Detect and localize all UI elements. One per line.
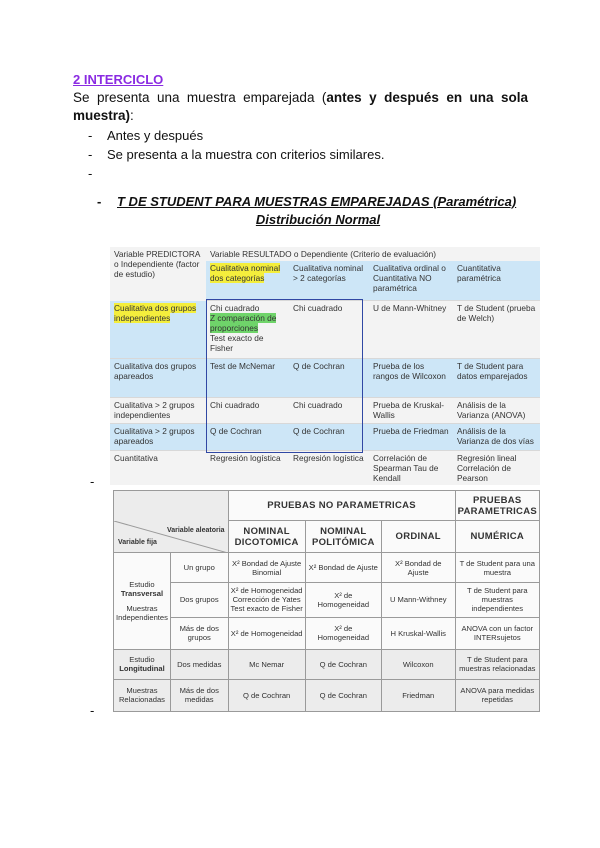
t2-col-header: ORDINAL [381,521,455,553]
t1-cell: Regresión logística [289,451,369,485]
table-row: Más de dos grupos [170,617,228,649]
t1-header-c5: Cuantitativa paramétrica [453,261,540,300]
t1-cell: Chi cuadrado [206,397,289,424]
stray-dash: - [90,703,95,718]
t2-col-header: NUMÉRICA [455,521,539,553]
t1-cell: T de Student para datos emparejados [453,359,540,397]
t1-cell: Chi cuadrado [289,397,369,424]
table-row: Un grupo [170,553,228,583]
heading-line-1: T DE STUDENT PARA MUESTRAS EMPAREJADAS (Paramétrica) [117,194,517,209]
t2-cell: X² Bondad de Ajuste [381,553,455,583]
table-row: Cualitativa > 2 grupos independientes [110,397,206,424]
intro-prefix: Se presenta una muestra emparejada ( [73,90,327,105]
intro-suffix: : [130,108,134,123]
t2-group-nonparametric: PRUEBAS NO PARAMETRICAS [228,491,455,521]
t1-header-top: Variable RESULTADO o Dependiente (Criterio de evaluación) [206,247,540,261]
t2-cell: X² Bondad de Ajuste [305,553,381,583]
t1-cell: Correlación de Spearman Tau de Kendall [369,451,453,485]
t2-cell: Wilcoxon [381,649,455,679]
intro-paragraph [73,89,528,125]
t1-cell: Prueba de los rangos de Wilcoxon [369,359,453,397]
t2-cell: T de Student para muestras independientes [455,583,539,617]
t2-cell: X² Bondad de Ajuste Binomial [228,553,305,583]
t1-cell: Q de Cochran [289,424,369,451]
statistical-tests-table-2 [113,490,540,712]
t2-cell: Friedman [381,679,455,711]
t1-cell: Q de Cochran [289,359,369,397]
list-item: - [88,166,93,181]
t1-cell: Chi cuadrado Z comparación de proporciones Test exacto de Fisher [206,301,289,359]
t2-group-longitudinal: Estudio Longitudinal [114,649,171,679]
t2-cell: X² de Homogeneidad [305,617,381,649]
list-item: - Se presenta a la muestra con criterios similares. [88,147,385,162]
t1-header-c2: Cualitativa nominal dos categorías [206,261,289,300]
t2-col-header: NOMINAL DICOTOMICA [228,521,305,553]
t2-cell: X² de Homogeneidad [305,583,381,617]
table-row: Cuantitativa [110,451,206,485]
t1-cell: Test de McNemar [206,359,289,397]
t2-cell: X² de Homogeneidad Corrección de Yates Test exacto de Fisher [228,583,305,617]
heading-line-2: Distribución Normal [255,212,381,227]
t2-group-transversal: Estudio Transversal Muestras Independientes [114,553,171,649]
table-row: Más de dos medidas [170,679,228,711]
t2-cell: H Kruskal-Wallis [381,617,455,649]
table-row: Dos medidas [170,649,228,679]
statistical-tests-table-1 [110,247,540,485]
t2-cell: ANOVA con un factor INTERsujetos [455,617,539,649]
t1-header-c3: Cualitativa nominal > 2 categorías [289,261,369,300]
t1-cell: Análisis de la Varianza (ANOVA) [453,397,540,424]
t2-col-header: NOMINAL POLITÓMICA [305,521,381,553]
t2-cell: ANOVA para medidas repetidas [455,679,539,711]
table-row: Cualitativa dos grupos apareados [110,359,206,397]
t1-header-c1: Variable PREDICTORA o Independiente (factor de estudio) [110,247,206,301]
table-row: Dos grupos [170,583,228,617]
t2-group-parametric: PRUEBAS PARAMETRICAS [455,491,539,521]
stray-dash: - [90,474,95,489]
list-item: - Antes y después [88,128,204,143]
t1-header-c4: Cualitativa ordinal o Cuantitativa NO paramétrica [369,261,453,300]
t2-cell: Q de Cochran [305,649,381,679]
t1-cell: U de Mann-Whitney [369,301,453,359]
t1-cell: Regresión lineal Correlación de Pearson [453,451,540,485]
t2-cell: Q de Cochran [228,679,305,711]
t2-cell: T de Student para muestras relacionadas [455,649,539,679]
t2-cell: U Mann-Withney [381,583,455,617]
section-title: 2 INTERCICLO [73,72,164,87]
t2-corner [114,491,229,521]
t1-cell: Prueba de Kruskal-Wallis [369,397,453,424]
t1-cell: Regresión logística [206,451,289,485]
bullet-list [88,126,384,183]
t1-cell: Análisis de la Varianza de dos vías [453,424,540,451]
intro-bold: antes y después en una sola muestra) [73,90,528,123]
t2-cell: X² de Homogeneidad [228,617,305,649]
t2-group-related: Muestras Relacionadas [114,679,171,711]
t2-cell: Q de Cochran [305,679,381,711]
t2-cell: Mc Nemar [228,649,305,679]
section-heading: - T DE STUDENT PARA MUESTRAS EMPAREJADAS (Paramétrica) Distribución Normal [97,194,527,227]
t1-cell: T de Student (prueba de Welch) [453,301,540,359]
t1-cell: Q de Cochran [206,424,289,451]
table-row: Cualitativa dos grupos independientes [110,301,206,359]
table-row: Cualitativa > 2 grupos apareados [110,424,206,451]
t2-cell: T de Student para una muestra [455,553,539,583]
t1-cell: Chi cuadrado [289,301,369,359]
t1-cell: Prueba de Friedman [369,424,453,451]
t2-diagonal-header: Variable aleatoria Variable fija [114,521,229,553]
